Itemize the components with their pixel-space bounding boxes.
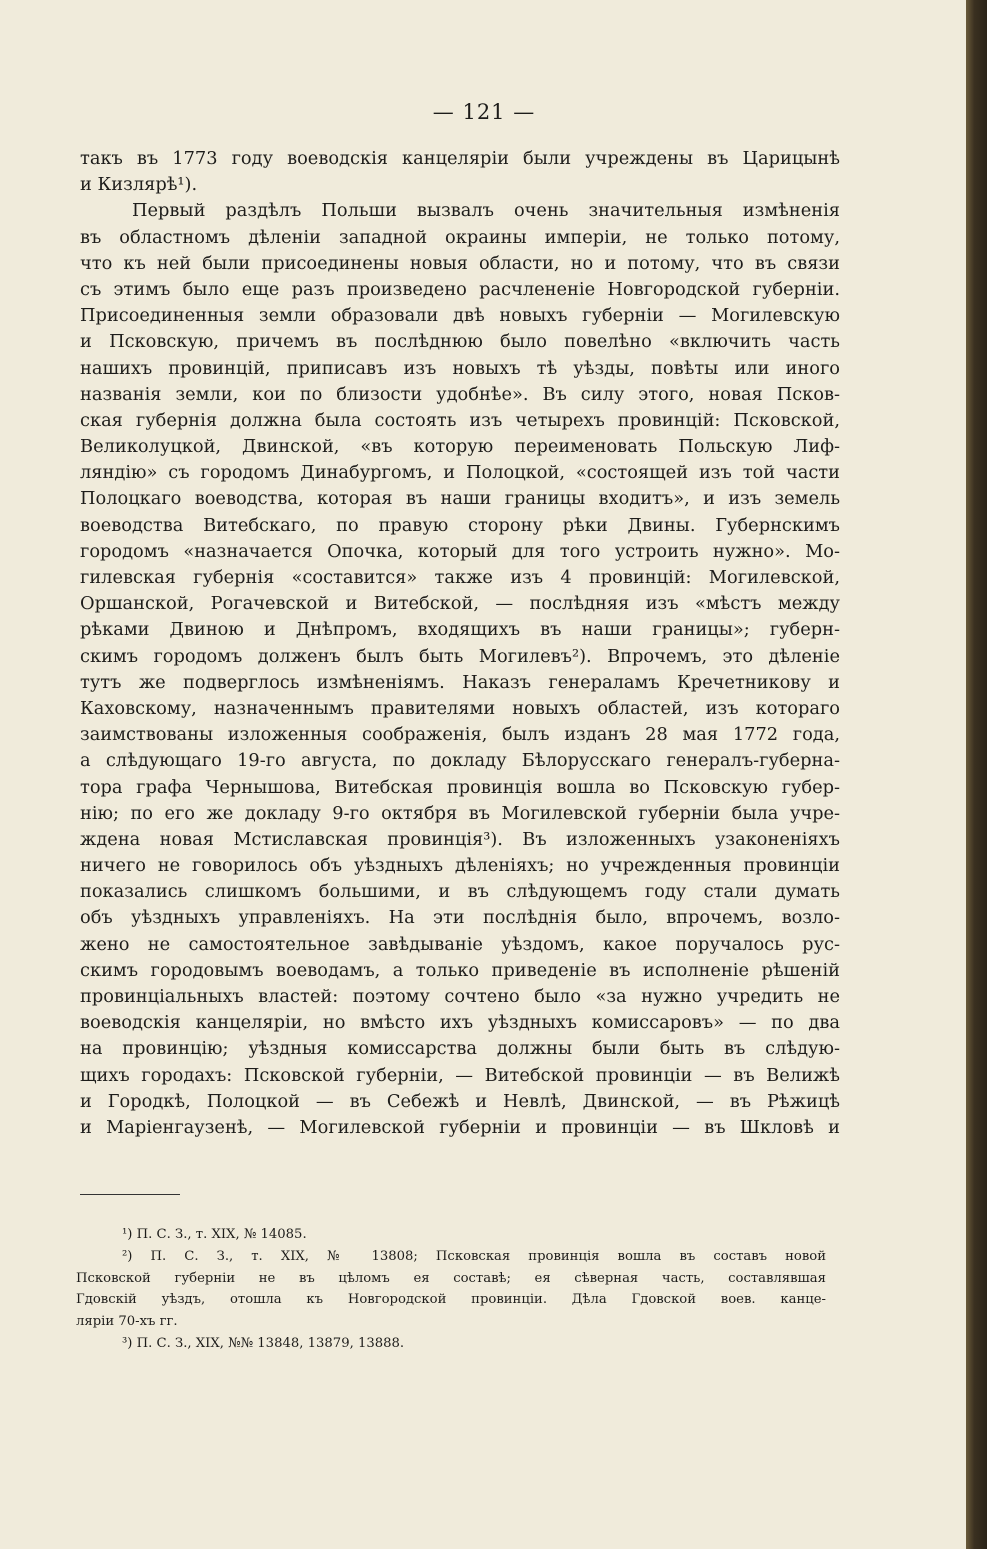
text-line: скимъ городомъ долженъ былъ быть Могилевъ²). Впрочемъ, это дѣленіе (80, 645, 840, 667)
text-line: гилевская губернія «составится» также изъ 4 провинцій: Могилевской, (80, 567, 840, 588)
text-line: и Маріенгаузенѣ, — Могилевской губерніи и провинціи — въ Шкловѣ и (80, 1116, 840, 1138)
text-line: ская губернія должна была состоять изъ четырехъ провинцій: Псковской, (80, 409, 840, 431)
text-line: а слѣдующаго 19-го августа, по докладу Бѣлорусскаго генералъ-губерна- (80, 750, 840, 772)
text-line: нашихъ провинцій, приписавъ изъ новыхъ тѣ уѣзды, повѣты или иного (80, 357, 840, 379)
text-line: городомъ «назначается Опочка, который для того устроить нужно». Мо- (80, 540, 840, 562)
footnote-line: ¹) П. С. З., т. XIX, № 14085. (122, 1227, 307, 1242)
text-line: Первый раздѣлъ Польши вызвалъ очень значительныя измѣненія (132, 200, 840, 222)
text-line: Каховскому, назначеннымъ правителями новыхъ областей, изъ котораго (80, 697, 840, 719)
text-line: что къ ней были присоединены новыя области, но и потому, что въ связи (80, 252, 840, 274)
text-line: ничего не говорилось объ уѣздныхъ дѣленіяхъ; но учрежденныя провинціи (80, 855, 840, 877)
text-line: воеводскія канцеляріи, но вмѣсто ихъ уѣздныхъ комиссаровъ» — по два (80, 1012, 840, 1034)
text-line: названія земли, кои по близости удобнѣе». Въ силу этого, новая Псков- (80, 383, 840, 405)
text-line: въ областномъ дѣленіи западной окраины имперіи, не только потому, (80, 226, 840, 248)
text-line: воеводства Витебскаго, по правую сторону рѣки Двины. Губернскимъ (80, 514, 840, 536)
footnote-separator (80, 1194, 180, 1195)
page-number: — 121 — (432, 100, 536, 124)
footnote-line: ³) П. С. З., XIX, №№ 13848, 13879, 13888. (122, 1335, 405, 1351)
text-line: скимъ городовымъ воеводамъ, а только приведеніе въ исполненіе рѣшеній (80, 959, 840, 981)
text-line: тутъ же подверглось измѣненіямъ. Наказъ генераламъ Кречетникову и (80, 671, 840, 693)
text-line: ждена новая Мстиславская провинція³). Въ изложенныхъ узаконеніяхъ (80, 828, 840, 850)
text-line: Присоединенныя земли образовали двѣ новыхъ губерніи — Могилевскую (80, 305, 840, 327)
text-line: тора графа Чернышова, Витебская провинція вошла во Псковскую губер- (80, 776, 840, 798)
text-line: нію; по его же докладу 9-го октября въ Могилевской губерніи была учре- (80, 802, 840, 824)
text-line: и Кизлярѣ¹). (80, 174, 198, 196)
text-line: Оршанской, Рогачевской и Витебской, — послѣдняя изъ «мѣстъ между (80, 593, 840, 615)
text-line: щихъ городахъ: Псковской губерніи, — Витебской провинціи — въ Велижѣ (80, 1064, 840, 1086)
text-line: жено не самостоятельное завѣдываніе уѣздомъ, какое поручалось рус- (80, 933, 840, 955)
text-line: съ этимъ было еще разъ произведено расчлененіе Новгородской губерніи. (80, 278, 840, 300)
text-line: на провинцію; уѣздныя комиссарства должны были быть въ слѣдую- (80, 1038, 840, 1060)
book-binding-edge (966, 0, 987, 1549)
text-line: объ уѣздныхъ управленіяхъ. На эти послѣднія было, впрочемъ, возло- (80, 907, 840, 929)
body-text (80, 146, 840, 1141)
footnote-line: Гдовскій уѣздъ, отошла къ Новгородской провинціи. Дѣла Гдовской воев. канце- (76, 1292, 826, 1308)
text-line: ляндію» съ городомъ Динабургомъ, и Полоцкой, «состоящей изъ той части (80, 462, 840, 484)
footnote-line: ляріи 70-хъ гг. (76, 1314, 178, 1330)
footnote-line: ²) П. С. З., т. XIX, № 13808; Псковская провинція вошла въ составъ новой (122, 1248, 826, 1264)
text-line: рѣками Двиною и Днѣпромъ, входящихъ въ наши границы»; губерн- (80, 619, 840, 641)
text-line: показались слишкомъ большими, и въ слѣдующемъ году стали думать (80, 881, 840, 903)
text-line: и Городкѣ, Полоцкой — въ Себежѣ и Невлѣ, Двинской, — въ Рѣжицѣ (80, 1090, 840, 1112)
text-line: провинціальныхъ властей: поэтому сочтено было «за нужно учредить не (80, 986, 840, 1007)
footnote-line: Псковской губерніи не въ цѣломъ ея составѣ; ея сѣверная часть, составлявшая (76, 1270, 826, 1286)
footnotes (76, 1224, 826, 1355)
text-line: заимствованы изложенныя соображенія, былъ изданъ 28 мая 1772 года, (80, 724, 840, 746)
text-line: и Псковскую, причемъ въ послѣднюю было повелѣно «включить часть (80, 331, 840, 353)
text-line: такъ въ 1773 году воеводскія канцеляріи были учреждены въ Царицынѣ (80, 148, 840, 169)
text-line: Великолуцкой, Двинской, «въ которую переименовать Польскую Лиф- (80, 436, 840, 458)
text-line: Полоцкаго воеводства, которая въ наши границы входитъ», и изъ земель (80, 488, 840, 510)
